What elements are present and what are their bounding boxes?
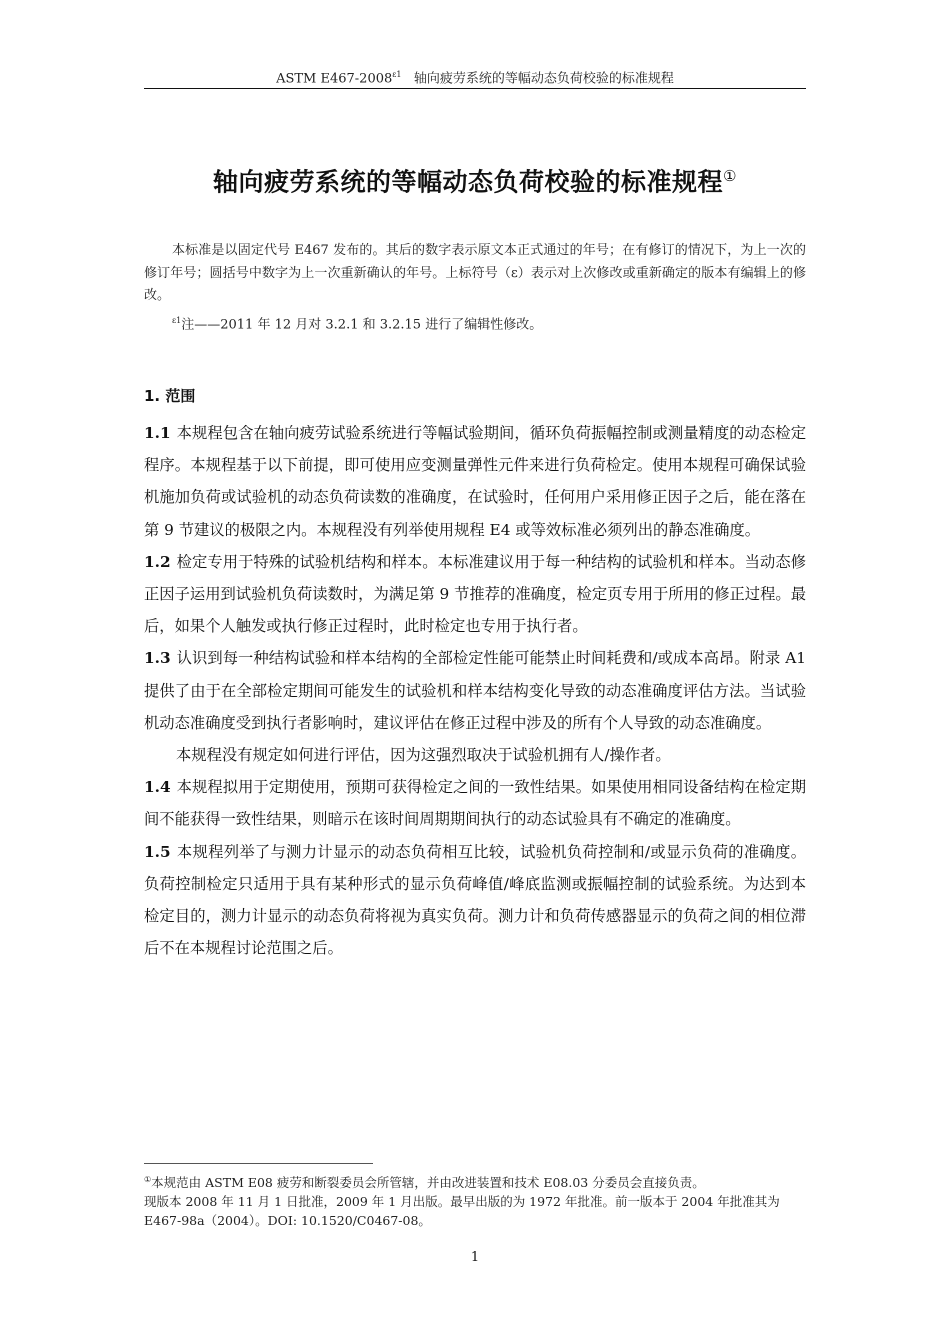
clause-number: 1.5 — [144, 842, 171, 861]
header-rule — [144, 88, 806, 89]
footnotes — [144, 1170, 806, 1230]
footnote-rule — [144, 1163, 373, 1164]
clause-text: 本规程拟用于定期使用，预期可获得检定之间的一致性结果。如果使用相同设备结构在检定期间不能获得一致性结果，则暗示在该时间周期期间执行的动态试验具有不确定的准确度。 — [144, 778, 806, 829]
clause-text: 本规程包含在轴向疲劳试验系统进行等幅试验期间，循环负荷振幅控制或测量精度的动态检定程序。本规程基于以下前提，即可使用应变测量弹性元件来进行负荷检定。使用本规程可确保试验机施加负荷或试验机的动态负荷读数的准确度，在试验时，任何用户采用修正因子之后，能在落在第 9 节建议的极限之内。本规程没有列举使用规程 E4 或等效标准必须列出的静态准确度。 — [144, 424, 806, 539]
editorial-note-text: 注——2011 年 12 月对 3.2.1 和 3.2.15 进行了编辑性修改。 — [181, 316, 543, 332]
footnote-line-1 — [144, 1170, 806, 1192]
header-code: ASTM E467-2008 — [276, 71, 393, 87]
header-code-superscript: ε1 — [392, 70, 402, 79]
clause-1-4 — [144, 771, 806, 835]
clause-1-3 — [144, 642, 806, 739]
clause-text: 本规程没有规定如何进行评估，因为这强烈取决于试验机拥有人/操作者。 — [176, 746, 671, 765]
preamble — [144, 240, 806, 336]
clause-1-2 — [144, 546, 806, 643]
clause-number: 1.2 — [144, 552, 171, 571]
section-heading-scope: 1. 范围 — [144, 387, 196, 405]
editorial-note — [144, 310, 806, 337]
clause-number: 1.4 — [144, 778, 171, 797]
preamble-statement: 本标准是以固定代号 E467 发布的。其后的数字表示原文本正式通过的年号；在有修订的情况下，为上一次的修订年号；圆括号中数字为上一次重新确认的年号。上标符号（ε）表示对上次修改或重新确定的版本有编辑上的修改。 — [144, 243, 806, 303]
page-number: 1 — [470, 1250, 480, 1265]
clause-text: 检定专用于特殊的试验机结构和样本。本标准建议用于每一种结构的试验机和样本。当动态修正因子运用到试验机负荷读数时，为满足第 9 节推荐的准确度，检定页专用于所用的修正过程。最后，如果个人触发或执行修正过程时，此时检定也专用于执行者。 — [144, 552, 806, 636]
clause-number: 1.1 — [144, 424, 171, 442]
clause-1-3-continuation — [144, 739, 806, 771]
section-body — [144, 417, 806, 964]
clause-number: 1.3 — [144, 649, 171, 668]
running-header — [144, 66, 806, 88]
clause-text: 认识到每一种结构试验和样本结构的全部检定性能可能禁止时间耗费和/或成本高昂。附录 A1 提供了由于在全部检定期间可能发生的试验机和样本结构变化导致的动态准确度评估方法。当试验机动态准确度受到执行者影响时，建议评估在修正过程中涉及的所有个人导致的动态准确度。 — [144, 649, 806, 732]
footnote-marker: ① — [144, 1175, 152, 1184]
footnote-line-2: 现版本 2008 年 11 月 1 日批准，2009 年 1 月出版。最早出版的为 1972 年批准。前一版本于 2004 年批准其为 E467-98a（2004）。DOI: 10.1520/C0467-08。 — [144, 1194, 780, 1229]
clause-1-1 — [144, 417, 806, 546]
document-title — [144, 158, 806, 200]
clause-1-5 — [144, 836, 806, 965]
editorial-note-superscript: ε1 — [172, 315, 182, 325]
title-footnote-marker: ① — [723, 167, 737, 185]
clause-text: 本规程列举了与测力计显示的动态负荷相互比较，试验机负荷控制和/或显示负荷的准确度。负荷控制检定只适用于具有某种形式的显示负荷峰值/峰底监测或振幅控制的试验系统。为达到本检定目的，测力计显示的动态负荷将视为真实负荷。测力计和负荷传感器显示的负荷之间的相位滞后不在本规程讨论范围之后。 — [144, 842, 806, 958]
header-title: 轴向疲劳系统的等幅动态负荷校验的标准规程 — [413, 71, 674, 87]
footnote-line-1-text: 本规范由 ASTM E08 疲劳和断裂委员会所管辖，并由改进装置和技术 E08.03 分委员会直接负责。 — [151, 1175, 705, 1191]
document-title-text: 轴向疲劳系统的等幅动态负荷校验的标准规程 — [213, 167, 724, 197]
